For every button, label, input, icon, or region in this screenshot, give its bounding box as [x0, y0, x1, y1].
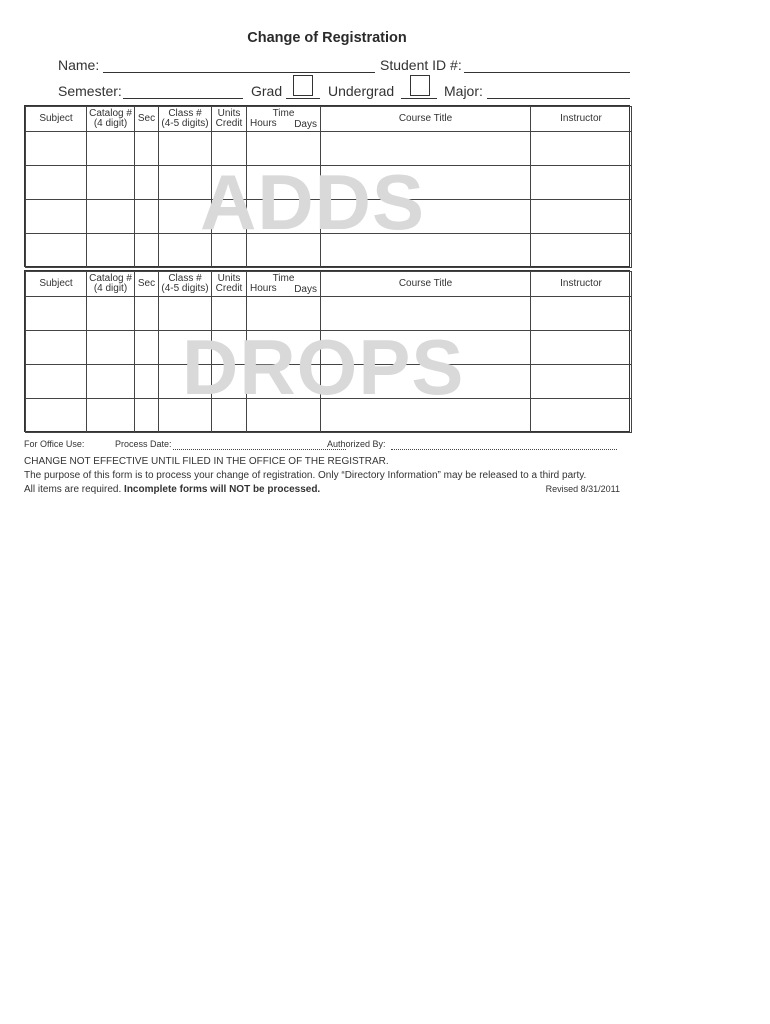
grad-label: Grad: [251, 83, 283, 99]
cell-subject[interactable]: [26, 399, 87, 433]
cell-instructor[interactable]: [531, 132, 632, 166]
undergrad-checkbox[interactable]: [410, 75, 430, 96]
cell-subject[interactable]: [26, 234, 87, 268]
drops-row: [26, 399, 632, 433]
cell-course-title[interactable]: [321, 365, 531, 399]
header-time-hours: Hours: [250, 118, 277, 129]
cell-instructor[interactable]: [531, 297, 632, 331]
header-units-line2: Credit: [215, 118, 243, 129]
office-use-label: For Office Use:: [24, 439, 85, 449]
header-catalog: [87, 107, 135, 132]
adds-row: [26, 234, 632, 268]
cell-course-title[interactable]: [321, 166, 531, 200]
cell-class[interactable]: [159, 399, 212, 433]
major-label: Major:: [444, 83, 483, 99]
name-field[interactable]: [103, 72, 375, 73]
footer-required: All items are required.: [24, 484, 122, 495]
cell-time[interactable]: [247, 399, 321, 433]
adds-row: [26, 166, 632, 200]
cell-class[interactable]: [159, 200, 212, 234]
cell-catalog[interactable]: [87, 297, 135, 331]
cell-catalog[interactable]: [87, 200, 135, 234]
header-time: [247, 107, 321, 132]
cell-units[interactable]: [212, 399, 247, 433]
header-units: [212, 107, 247, 132]
authorized-by-label: Authorized By:: [327, 439, 386, 449]
header-subject: Subject: [26, 272, 87, 297]
header-units-line1: Units: [217, 273, 241, 284]
cell-catalog[interactable]: [87, 365, 135, 399]
adds-row: [26, 200, 632, 234]
cell-instructor[interactable]: [531, 234, 632, 268]
cell-course-title[interactable]: [321, 399, 531, 433]
cell-time[interactable]: [247, 331, 321, 365]
footer-purpose: The purpose of this form is to process your change of registration. Only “Directory Information” may be released to a third party.: [24, 470, 587, 481]
footer-notice: CHANGE NOT EFFECTIVE UNTIL FILED IN THE OFFICE OF THE REGISTRAR.: [24, 456, 389, 467]
revised-date: Revised 8/31/2011: [545, 484, 620, 494]
cell-class[interactable]: [159, 234, 212, 268]
drops-header-row: [26, 272, 632, 297]
header-sec: Sec: [135, 272, 159, 297]
header-class-line1: Class #: [168, 273, 202, 284]
grad-underline: [286, 98, 320, 99]
drops-row: [26, 365, 632, 399]
cell-time[interactable]: [247, 365, 321, 399]
cell-units[interactable]: [212, 297, 247, 331]
cell-time[interactable]: [247, 200, 321, 234]
drops-row: [26, 297, 632, 331]
header-time-label: Time: [272, 108, 295, 119]
cell-time[interactable]: [247, 132, 321, 166]
header-sec: Sec: [135, 107, 159, 132]
header-catalog-line1: Catalog #: [89, 273, 132, 284]
cell-time[interactable]: [247, 297, 321, 331]
cell-subject[interactable]: [26, 365, 87, 399]
header-time: [247, 272, 321, 297]
cell-class[interactable]: [159, 132, 212, 166]
header-course-title: Course Title: [321, 107, 531, 132]
cell-course-title[interactable]: [321, 331, 531, 365]
cell-sec[interactable]: [135, 200, 159, 234]
semester-label: Semester:: [58, 83, 122, 99]
process-date-label: Process Date:: [115, 439, 172, 449]
cell-units[interactable]: [212, 331, 247, 365]
footer-required-line: [24, 484, 320, 495]
cell-sec[interactable]: [135, 166, 159, 200]
header-class-line1: Class #: [168, 108, 202, 119]
cell-sec[interactable]: [135, 331, 159, 365]
cell-units[interactable]: [212, 234, 247, 268]
header-time-days: Days: [294, 119, 317, 130]
cell-course-title[interactable]: [321, 234, 531, 268]
cell-units[interactable]: [212, 132, 247, 166]
cell-catalog[interactable]: [87, 331, 135, 365]
cell-catalog[interactable]: [87, 399, 135, 433]
cell-sec[interactable]: [135, 297, 159, 331]
student-id-field[interactable]: [464, 72, 630, 73]
cell-subject[interactable]: [26, 331, 87, 365]
student-id-label: Student ID #:: [380, 57, 462, 73]
cell-subject[interactable]: [26, 166, 87, 200]
undergrad-label: Undergrad: [328, 83, 395, 99]
undergrad-underline: [401, 98, 437, 99]
cell-subject[interactable]: [26, 297, 87, 331]
header-catalog-line2: (4 digit): [93, 118, 128, 129]
cell-sec[interactable]: [135, 365, 159, 399]
cell-sec[interactable]: [135, 132, 159, 166]
cell-sec[interactable]: [135, 234, 159, 268]
adds-row: [26, 132, 632, 166]
semester-row: [0, 81, 770, 103]
header-units: [212, 272, 247, 297]
header-subject: Subject: [26, 107, 87, 132]
footer-incomplete: Incomplete forms will NOT be processed.: [124, 484, 321, 495]
cell-sec[interactable]: [135, 399, 159, 433]
header-class-line2: (4-5 digits): [161, 118, 209, 129]
name-label: Name:: [58, 57, 100, 73]
header-course-title: Course Title: [321, 272, 531, 297]
footer-notes: [24, 456, 624, 498]
cell-units[interactable]: [212, 365, 247, 399]
adds-header-row: [26, 107, 632, 132]
cell-class[interactable]: [159, 331, 212, 365]
cell-course-title[interactable]: [321, 200, 531, 234]
grad-checkbox[interactable]: [293, 75, 313, 96]
header-time-label: Time: [272, 273, 295, 284]
cell-instructor[interactable]: [531, 200, 632, 234]
header-catalog: [87, 272, 135, 297]
header-time-days: Days: [294, 284, 317, 295]
cell-time[interactable]: [247, 166, 321, 200]
cell-course-title[interactable]: [321, 132, 531, 166]
major-field[interactable]: [487, 98, 630, 99]
cell-instructor[interactable]: [531, 365, 632, 399]
cell-subject[interactable]: [26, 132, 87, 166]
cell-class[interactable]: [159, 365, 212, 399]
name-row: [0, 56, 770, 76]
header-class-line2: (4-5 digits): [161, 283, 209, 294]
cell-units[interactable]: [212, 166, 247, 200]
adds-table: [24, 105, 630, 267]
drops-watermark: DROPS: [182, 323, 465, 411]
cell-instructor[interactable]: [531, 331, 632, 365]
cell-instructor[interactable]: [531, 399, 632, 433]
header-class: [159, 272, 212, 297]
drops-row: [26, 331, 632, 365]
header-instructor: Instructor: [531, 107, 632, 132]
header-class: [159, 107, 212, 132]
cell-catalog[interactable]: [87, 132, 135, 166]
authorized-by-field[interactable]: [391, 449, 617, 450]
form-title: Change of Registration: [247, 30, 407, 46]
process-date-field[interactable]: [173, 449, 346, 450]
drops-table: [24, 270, 630, 432]
semester-field[interactable]: [123, 98, 243, 99]
cell-class[interactable]: [159, 297, 212, 331]
header-catalog-line1: Catalog #: [89, 108, 132, 119]
cell-catalog[interactable]: [87, 166, 135, 200]
cell-class[interactable]: [159, 166, 212, 200]
header-time-hours: Hours: [250, 283, 277, 294]
cell-catalog[interactable]: [87, 234, 135, 268]
cell-subject[interactable]: [26, 200, 87, 234]
header-catalog-line2: (4 digit): [93, 283, 128, 294]
cell-instructor[interactable]: [531, 166, 632, 200]
header-units-line1: Units: [217, 108, 241, 119]
header-instructor: Instructor: [531, 272, 632, 297]
header-units-line2: Credit: [215, 283, 243, 294]
adds-watermark: ADDS: [200, 158, 426, 246]
cell-units[interactable]: [212, 200, 247, 234]
cell-course-title[interactable]: [321, 297, 531, 331]
cell-time[interactable]: [247, 234, 321, 268]
